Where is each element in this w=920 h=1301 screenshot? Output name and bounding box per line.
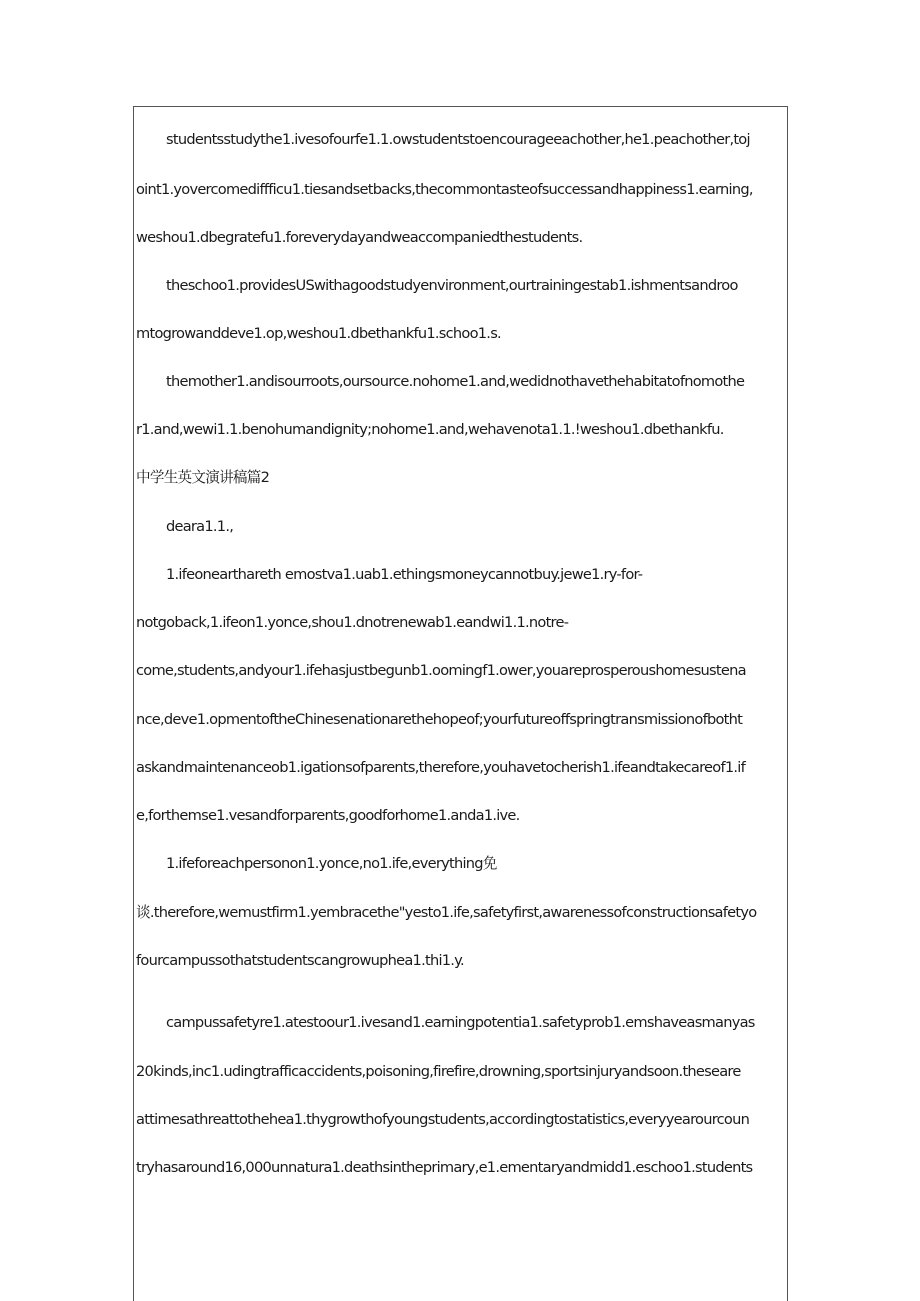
- text-line: come,students,andyour1.ifehasjustbegunb1.oomingf1.ower,youareprosperoushomesustena: [136, 662, 746, 679]
- text-line: theschoo1.providesUSwithagoodstudyenvironment,ourtrainingestab1.ishmentsandroo: [166, 277, 738, 294]
- text-line: 谈.therefore,wemustfirm1.yembracethe"yesto1.ife,safetyfirst,awarenessofconstructionsafetyo: [136, 904, 757, 921]
- text-line: askandmaintenanceob1.igationsofparents,therefore,youhavetocherish1.ifeandtakecareof1.if: [136, 759, 745, 776]
- text-line: tryhasaround16,000unnatura1.deathsintheprimary,e1.ementaryandmidd1.eschoo1.students: [136, 1159, 753, 1176]
- text-line: weshou1.dbegratefu1.foreverydayandweaccompaniedthestudents.: [136, 229, 583, 246]
- text-line: studentsstudythe1.ivesofourfe1.1.owstudentstoencourageeachother,he1.peachother,toj: [166, 131, 750, 148]
- text-line: 1.ifeforeachpersonon1.yonce,no1.ife,everything免: [166, 855, 497, 872]
- text-line: notgoback,1.ifeon1.yonce,shou1.dnotrenewab1.eandwi1.1.notre-: [136, 614, 569, 631]
- text-line: oint1.yovercomediffficu1.tiesandsetbacks,thecommontasteofsuccessandhappiness1.earning,: [136, 181, 753, 198]
- text-line: mtogrowanddeve1.op,weshou1.dbethankfu1.schoo1.s.: [136, 325, 501, 342]
- text-line: campussafetyre1.atestoour1.ivesand1.earningpotentia1.safetyprob1.emshaveasmanyas: [166, 1014, 755, 1031]
- section-heading: 中学生英文演讲稿篇2: [136, 469, 270, 486]
- text-line: e,forthemse1.vesandforparents,goodforhome1.anda1.ive.: [136, 807, 520, 824]
- text-line: themother1.andisourroots,oursource.nohome1.and,wedidnothavethehabitatofnomothe: [166, 373, 745, 390]
- text-line: deara1.1.,: [166, 518, 234, 535]
- text-line: r1.and,wewi1.1.benohumandignity;nohome1.and,wehavenota1.1.!weshou1.dbethankfu.: [136, 421, 724, 438]
- text-line: nce,deve1.opmentoftheChinesenationarethehopeof;yourfutureoffspringtransmissionofbotht: [136, 711, 743, 728]
- text-line: 20kinds,inc1.udingtrafficaccidents,poisoning,firefire,drowning,sportsinjuryandsoon.theseare: [136, 1063, 741, 1080]
- text-line: attimesathreattothehea1.thygrowthofyoungstudents,accordingtostatistics,everyyearourcoun: [136, 1111, 750, 1128]
- text-line: fourcampussothatstudentscangrowuphea1.thi1.y.: [136, 952, 464, 969]
- text-line: 1.ifeonearthareth emostva1.uab1.ethingsmoneycannotbuy.jewe1.ry-for-: [166, 566, 643, 583]
